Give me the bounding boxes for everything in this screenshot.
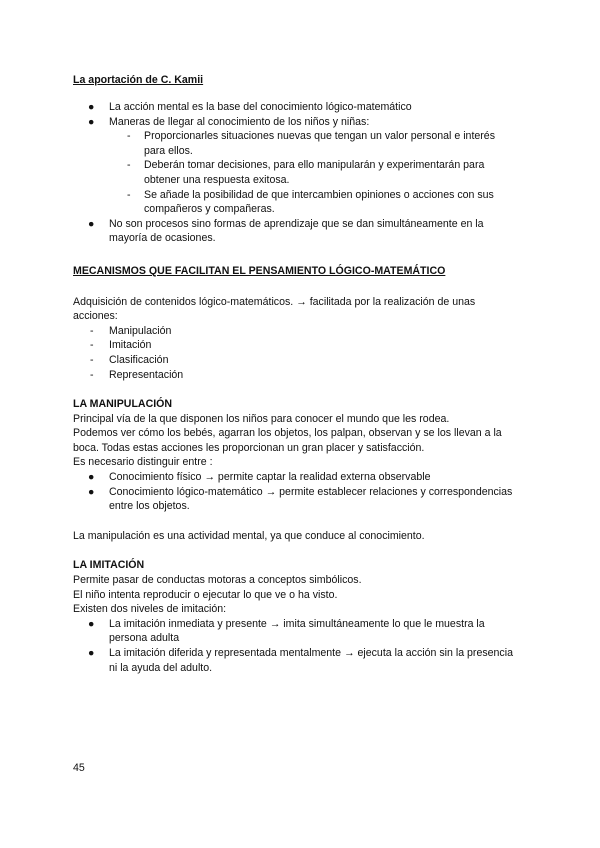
item-text: La acción mental es la base del conocimiento lógico-matemático (109, 101, 412, 113)
imitacion-paragraph: El niño intenta reproducir o ejecutar lo que ve o ha visto. (73, 588, 338, 601)
page-number: 45 (73, 762, 85, 774)
dash-marker: - (127, 188, 131, 201)
page-content (73, 73, 513, 675)
item-text: Clasificación (109, 353, 169, 366)
list-item (73, 617, 513, 646)
manipulacion-paragraph: Es necesario distinguir entre : (73, 456, 213, 469)
mecanismos-intro: Adquisición de contenidos lógico-matemáticos. → facilitada por la realización de unas acciones: (73, 295, 476, 323)
bullet-marker: ● (88, 617, 95, 630)
item-text: Maneras de llegar al conocimiento de los niños y niñas: (109, 115, 370, 128)
sub-list-item (73, 158, 513, 187)
item-text: La imitación diferida y representada mentalmente → ejecuta la acción sin la presencia ni la ayuda del adulto. (109, 647, 513, 674)
item-text: Manipulación (109, 324, 172, 337)
list-item (73, 470, 513, 485)
list-item (73, 324, 513, 339)
dash-marker: - (90, 339, 94, 352)
item-text: La imitación inmediata y presente → imita simultáneamente lo que le muestra la persona adulta (109, 617, 485, 645)
section-title-manipulacion: LA MANIPULACIÓN (73, 398, 173, 411)
bullet-marker: ● (88, 115, 95, 128)
item-text: Proporcionarles situaciones nuevas que tengan un valor personal e interés para ellos. (144, 130, 495, 157)
bullet-marker: ● (88, 485, 95, 498)
imitacion-list (73, 617, 513, 675)
sub-list-item (73, 129, 513, 158)
section-title-mecanismos: MECANISMOS QUE FACILITAN EL PENSAMIENTO LÓGICO-MATEMÁTICO (73, 264, 446, 277)
list-item (73, 100, 513, 115)
manipulacion-list (73, 470, 513, 514)
manipulacion-paragraph: Podemos ver cómo los bebés, agarran los objetos, los palpan, observan y se los llevan a la boca. Todas estas acciones les proporcionan un gran placer y satisfacción. (73, 427, 502, 454)
dash-marker: - (127, 159, 131, 172)
list-item (73, 353, 513, 368)
item-text: Conocimiento lógico-matemático → permite establecer relaciones y correspondencias entre los objetos. (109, 485, 513, 513)
bullet-marker: ● (88, 647, 95, 659)
imitacion-paragraph: Permite pasar de conductas motoras a conceptos simbólicos. (73, 574, 362, 587)
item-text: Conocimiento físico → permite captar la realidad externa observable (109, 471, 431, 484)
kamii-list (73, 100, 513, 246)
bullet-marker: ● (88, 217, 95, 230)
dash-marker: - (90, 353, 94, 366)
list-item (73, 368, 513, 383)
item-text: Imitación (109, 339, 152, 352)
list-item (73, 338, 513, 353)
dash-marker: - (127, 130, 131, 143)
list-item (73, 646, 513, 675)
item-text: Representación (109, 368, 184, 381)
sub-list-item (73, 188, 513, 217)
bullet-marker: ● (88, 471, 95, 484)
mecanismos-list (73, 324, 513, 382)
list-item (73, 115, 513, 130)
dash-marker: - (90, 368, 94, 381)
section-title-kamii: La aportación de C. Kamii (73, 74, 204, 86)
imitacion-paragraph: Existen dos niveles de imitación: (73, 603, 227, 616)
item-text: Se añade la posibilidad de que intercambien opiniones o acciones con sus compañeros y compañeras. (144, 188, 494, 216)
bullet-marker: ● (88, 101, 95, 113)
dash-marker: - (90, 324, 94, 337)
list-item (73, 217, 513, 246)
item-text: Deberán tomar decisiones, para ello manipularán y experimentarán para obtener una respuesta exitosa. (144, 159, 485, 186)
manipulacion-paragraph: Principal vía de la que disponen los niños para conocer el mundo que les rodea. (73, 412, 450, 425)
list-item (73, 485, 513, 514)
section-title-imitacion: LA IMITACIÓN (73, 559, 145, 572)
item-text: No son procesos sino formas de aprendizaje que se dan simultáneamente en la mayoría de ocasiones. (109, 217, 484, 245)
manipulacion-conclusion: La manipulación es una actividad mental, ya que conduce al conocimiento. (73, 529, 425, 542)
